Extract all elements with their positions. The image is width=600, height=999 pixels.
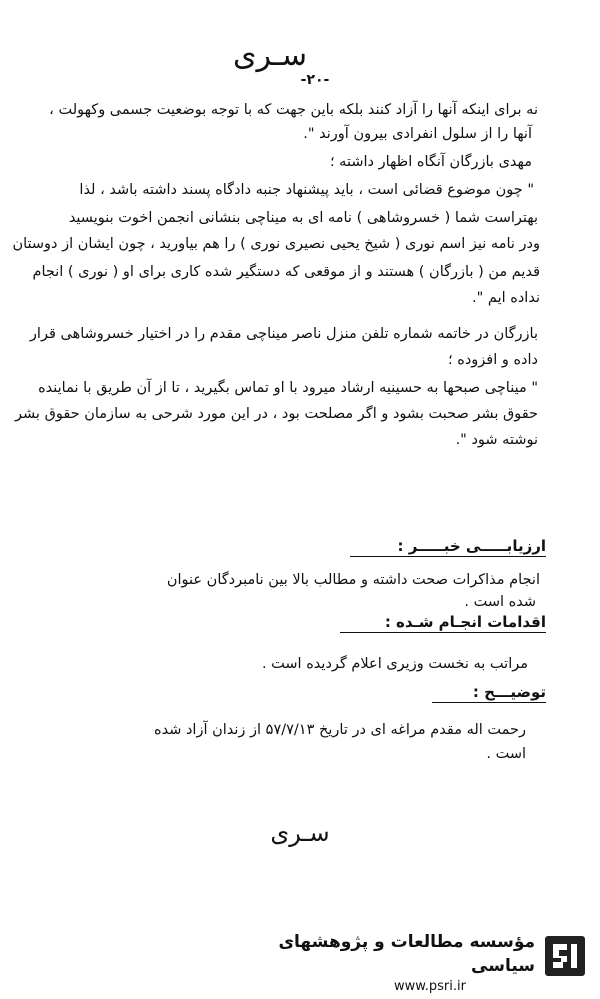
publisher-logo-icon <box>545 936 585 976</box>
classification-header: سـری <box>233 38 307 73</box>
actions-heading: اقدامات انجـام شـده : <box>384 613 546 631</box>
body-line: " چون موضوع قضائی است ، باید پیشنهاد جنبه دادگاه پسند داشته باشد ، لذا <box>79 182 534 198</box>
body-line: حقوق بشر صحبت بشود و اگر مصلحت بود ، در این مورد شرحی به سازمان حقوق بشر <box>15 406 538 422</box>
body-line: نوشته شود ". <box>455 432 538 448</box>
notes-heading-underline <box>432 702 546 703</box>
notes-line: رحمت اله مقدم مراغه ای در تاریخ ۵۷/۷/۱۳ از زندان آزاد شده <box>154 722 526 738</box>
body-line: مهدی بازرگان آنگاه اظهار داشته ؛ <box>329 154 532 170</box>
body-line: نه برای اینکه آنها را آزاد کنند بلکه باین جهت که با توجه بوضعیت جسمی وکهولت ، <box>49 102 538 118</box>
evaluation-heading: ارزیابـــــی خبـــــر : <box>397 537 546 555</box>
evaluation-line: شده است . <box>464 594 536 610</box>
actions-line: مراتب به نخست وزیری اعلام گردیده است . <box>261 656 528 672</box>
body-line: آنها را از سلول انفرادی بیرون آورند ". <box>303 126 532 142</box>
body-line: " میناچی صبحها به حسینیه ارشاد میرود با او تماس بگیرید ، تا از آن طریق با نماینده <box>38 380 538 396</box>
page-number: -۲۰- <box>300 72 330 88</box>
actions-heading-underline <box>340 632 546 633</box>
body-line: بهتراست شما ( خسروشاهی ) نامه ای به میناچی بنشانی انجمن اخوت بنویسید <box>68 210 538 226</box>
classification-footer: سـری <box>270 819 330 847</box>
body-line: نداده ایم ". <box>472 290 540 306</box>
publisher-watermark <box>265 930 535 994</box>
notes-line: است . <box>486 746 526 762</box>
evaluation-line: انجام مذاکرات صحت داشته و مطالب بالا بین نامبردگان عنوان <box>166 572 540 588</box>
publisher-url: www.psri.ir <box>394 979 466 994</box>
publisher-name: مؤسسه مطالعات و پژوهشهای سیاسی <box>278 932 535 976</box>
evaluation-heading-underline <box>350 556 546 557</box>
body-line: داده و افزوده ؛ <box>448 352 538 368</box>
body-line: ودر نامه نیز اسم نوری ( شیخ یحیی نصیری نوری ) را هم بیاورید ، چون ایشان از دوستان <box>12 236 540 252</box>
body-line: قدیم من ( بازرگان ) هستند و از موقعی که دستگیر شده کاری برای او ( نوری ) انجام <box>32 264 540 280</box>
body-line: بازرگان در خاتمه شماره تلفن منزل ناصر میناچی مقدم را در اختیار خسروشاهی قرار <box>29 326 538 342</box>
notes-heading: توضیـــح : <box>472 683 546 701</box>
